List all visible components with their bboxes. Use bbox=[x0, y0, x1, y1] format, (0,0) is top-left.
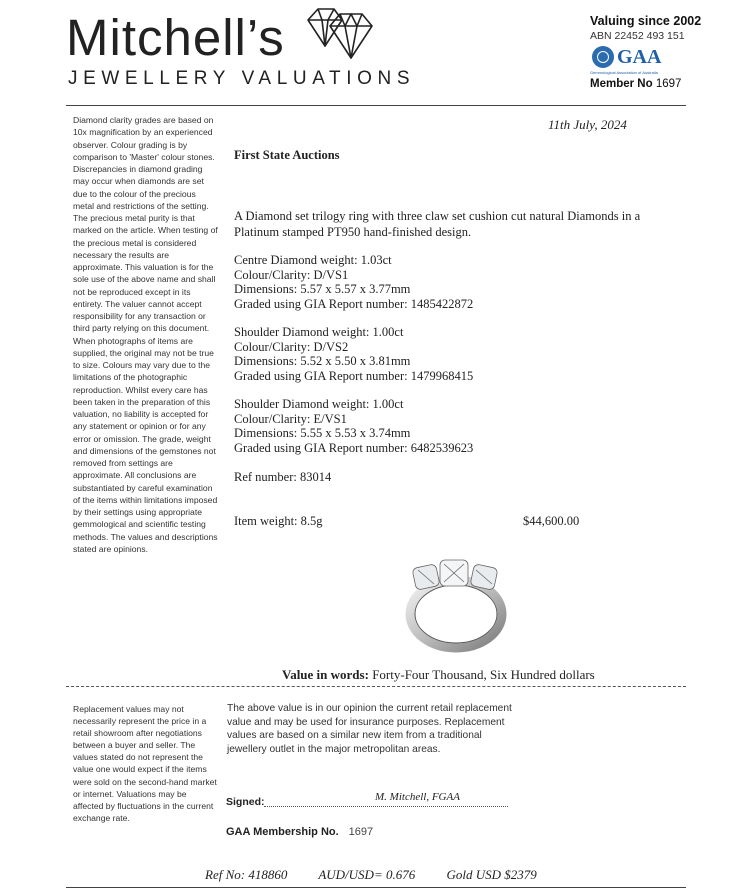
stone-report: Graded using GIA Report number: 6482539623 bbox=[234, 441, 474, 456]
signed-label: Signed: bbox=[226, 796, 265, 808]
stone-weight: Shoulder Diamond weight: 1.00ct bbox=[234, 397, 404, 411]
brand-name: Mitchell’s bbox=[66, 9, 285, 66]
signature: M. Mitchell, FGAA bbox=[375, 791, 460, 803]
value-in-words bbox=[282, 667, 595, 683]
stone-shoulder-2 bbox=[234, 397, 674, 456]
stone-report: Graded using GIA Report number: 1485422872 bbox=[234, 297, 474, 312]
stone-shoulder-1 bbox=[234, 325, 674, 384]
stone-centre bbox=[234, 253, 674, 312]
brand-subtitle: JEWELLERY VALUATIONS bbox=[68, 68, 416, 89]
stone-weight: Centre Diamond weight: 1.03ct bbox=[234, 253, 392, 267]
ring-photo bbox=[400, 548, 510, 658]
member-number bbox=[590, 78, 681, 90]
signature-line bbox=[264, 806, 508, 807]
member-label: Member No bbox=[590, 78, 653, 90]
footer-ref-no: Ref No: 418860 bbox=[205, 867, 288, 882]
stone-colour-clarity: Colour/Clarity: D/VS1 bbox=[234, 267, 349, 282]
ref-number: Ref number: 83014 bbox=[234, 470, 332, 484]
gaa-logo bbox=[590, 46, 710, 76]
gaa-logo-text: GAA bbox=[617, 46, 662, 68]
gaa-logo-subtext: Gemmological Association of Australia bbox=[590, 70, 658, 75]
footer-gold-price: Gold USD $2379 bbox=[446, 867, 537, 882]
abn-number: ABN 22452 493 151 bbox=[590, 30, 685, 42]
opinion-statement: The above value is in our opinion the current retail replacement value and may be used for insurance purposes. Replacement values are based on a similar new item from a traditional jewellery outlet in the major metropolitan areas. bbox=[227, 703, 512, 756]
valuing-since: Valuing since 2002 bbox=[590, 14, 702, 28]
diamond-logo-icon bbox=[304, 6, 376, 62]
item-price: $44,600.00 bbox=[523, 514, 580, 528]
client-name: First State Auctions bbox=[234, 148, 340, 162]
stone-dimensions: Dimensions: 5.55 x 5.53 x 3.74mm bbox=[234, 426, 411, 441]
value-words-label: Value in words: bbox=[282, 667, 369, 682]
gaa-membership-label: GAA Membership No. bbox=[226, 826, 339, 838]
footer-divider bbox=[66, 887, 686, 888]
footer-info bbox=[205, 867, 565, 883]
header-divider bbox=[66, 105, 686, 106]
stone-dimensions: Dimensions: 5.57 x 5.57 x 3.77mm bbox=[234, 282, 411, 297]
value-words: Forty-Four Thousand, Six Hundred dollars bbox=[372, 667, 595, 682]
stone-report: Graded using GIA Report number: 1479968415 bbox=[234, 369, 474, 384]
footer-exchange-rate: AUD/USD= 0.676 bbox=[318, 867, 416, 882]
valuation-date: 11th July, 2024 bbox=[548, 117, 627, 132]
gaa-membership-number: 1697 bbox=[348, 826, 374, 838]
stone-colour-clarity: Colour/Clarity: E/VS1 bbox=[234, 411, 347, 426]
item-weight: Item weight: 8.5g bbox=[234, 514, 323, 528]
header-credentials bbox=[590, 14, 740, 90]
gaa-seal-icon bbox=[592, 46, 614, 68]
section-divider bbox=[66, 686, 686, 687]
replacement-note: Replacement values may not necessarily represent the price in a retail showroom after negotiations between a buyer and seller. The values stated do not represent the value one would expect if the items were sold on the second-hand market or internet. Valuations may be affected by fluctuations in the current exchange rate. bbox=[73, 704, 217, 823]
member-value: 1697 bbox=[655, 78, 682, 90]
disclaimer-text: Diamond clarity grades are based on 10x magnification by an experienced observer. Colour grading is by comparison to 'Master' colour stones. Discrepancies in diamond grading may occur when diamonds are set due to the colour of the precious metal and restrictions of the setting. The precious metal purity is that marked on the article. When testing of the precious metal is considered necessary the results are approximate. This valuation is for the sole use of the above name and shall not be reproduced except in its entirety. The valuer cannot accept responsibility for any transaction or third party relying on this document. When photographs of items are supplied, the original may not be true to size. Colours may vary due to the limitations of the photographic reproduction. Whilst every care has been taken in the preparation of this valuation, no liability is accepted for any statement or opinion or for any error or omission. The grade, weight and dimensions of the gemstones not removed from settings are approximate. All conclusions are substantiated by careful examination of the items within limitations imposed by their settings using appropriate gemmological and scientific testing methods. The values and descriptions stated are opinions. bbox=[73, 115, 218, 554]
item-description: A Diamond set trilogy ring with three claw set cushion cut natural Diamonds in a Platinum stamped PT950 hand-finished design. bbox=[234, 209, 641, 239]
gaa-membership bbox=[226, 826, 373, 838]
stone-weight: Shoulder Diamond weight: 1.00ct bbox=[234, 325, 404, 339]
stone-dimensions: Dimensions: 5.52 x 5.50 x 3.81mm bbox=[234, 354, 411, 369]
stone-colour-clarity: Colour/Clarity: D/VS2 bbox=[234, 339, 349, 354]
